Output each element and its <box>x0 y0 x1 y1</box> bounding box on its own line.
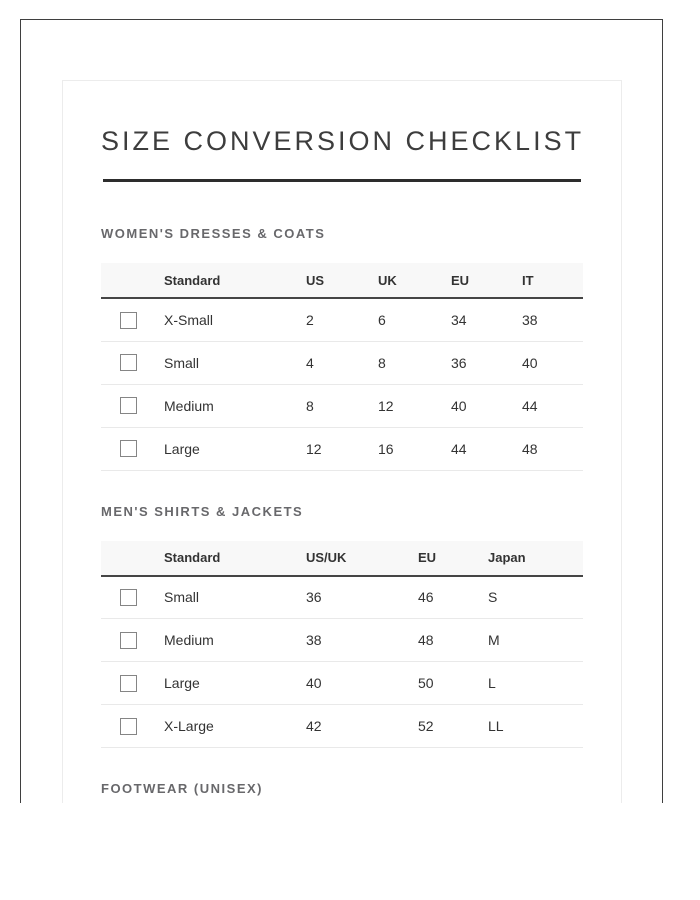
size-value: 48 <box>418 619 488 662</box>
table-row <box>101 576 583 619</box>
size-value: 40 <box>306 662 418 705</box>
size-value: L <box>488 662 583 705</box>
row-checkbox[interactable] <box>120 312 137 329</box>
size-label: Small <box>164 341 306 384</box>
size-value: LL <box>488 705 583 748</box>
title-divider <box>103 179 581 182</box>
size-value: 12 <box>306 427 378 470</box>
column-header: Japan <box>488 541 583 576</box>
row-checkbox[interactable] <box>120 589 137 606</box>
size-label: X-Small <box>164 298 306 341</box>
table-header-row <box>101 263 583 298</box>
column-header: EU <box>451 263 522 298</box>
row-checkbox[interactable] <box>120 675 137 692</box>
size-label: Large <box>164 662 306 705</box>
column-header: UK <box>378 263 451 298</box>
size-value: 36 <box>451 341 522 384</box>
size-value: 4 <box>306 341 378 384</box>
table-row <box>101 298 583 341</box>
size-value: 8 <box>306 384 378 427</box>
size-value: 44 <box>522 384 583 427</box>
column-header-checkbox <box>101 263 164 298</box>
row-checkbox[interactable] <box>120 718 137 735</box>
section-heading-mens: MEN'S SHIRTS & JACKETS <box>101 503 304 519</box>
size-value: 36 <box>306 576 418 619</box>
size-label: Medium <box>164 619 306 662</box>
size-label: Small <box>164 576 306 619</box>
row-checkbox[interactable] <box>120 440 137 457</box>
size-value: 40 <box>451 384 522 427</box>
row-checkbox[interactable] <box>120 354 137 371</box>
size-value: 38 <box>306 619 418 662</box>
document-card <box>62 80 622 803</box>
section-heading-womens: WOMEN'S DRESSES & COATS <box>101 226 326 241</box>
size-value: 52 <box>418 705 488 748</box>
size-label: X-Large <box>164 705 306 748</box>
table-row <box>101 341 583 384</box>
size-label: Medium <box>164 384 306 427</box>
size-value: 16 <box>378 427 451 470</box>
section-heading-footwear: FOOTWEAR (UNISEX) <box>101 781 263 796</box>
size-value: 2 <box>306 298 378 341</box>
column-header: Standard <box>164 263 306 298</box>
column-header: Standard <box>164 541 306 576</box>
size-value: 50 <box>418 662 488 705</box>
size-value: 12 <box>378 384 451 427</box>
column-header: US/UK <box>306 541 418 576</box>
page-title: SIZE CONVERSION CHECKLIST <box>101 126 585 156</box>
table-header-row <box>101 541 583 576</box>
size-value: 38 <box>522 298 583 341</box>
size-label: Large <box>164 427 306 470</box>
size-value: M <box>488 619 583 662</box>
size-value: 44 <box>451 427 522 470</box>
size-value: 42 <box>306 705 418 748</box>
size-value: 8 <box>378 341 451 384</box>
column-header: US <box>306 263 378 298</box>
size-value: 34 <box>451 298 522 341</box>
page-frame <box>20 19 663 803</box>
mens-size-table <box>101 541 583 749</box>
table-row <box>101 384 583 427</box>
column-header: IT <box>522 263 583 298</box>
table-row <box>101 662 583 705</box>
size-value: 48 <box>522 427 583 470</box>
size-value: 46 <box>418 576 488 619</box>
table-row <box>101 427 583 470</box>
womens-size-table <box>101 263 583 471</box>
size-value: 6 <box>378 298 451 341</box>
size-value: S <box>488 576 583 619</box>
column-header: EU <box>418 541 488 576</box>
row-checkbox[interactable] <box>120 632 137 649</box>
size-value: 40 <box>522 341 583 384</box>
table-row <box>101 619 583 662</box>
row-checkbox[interactable] <box>120 397 137 414</box>
column-header-checkbox <box>101 541 164 576</box>
table-row <box>101 705 583 748</box>
